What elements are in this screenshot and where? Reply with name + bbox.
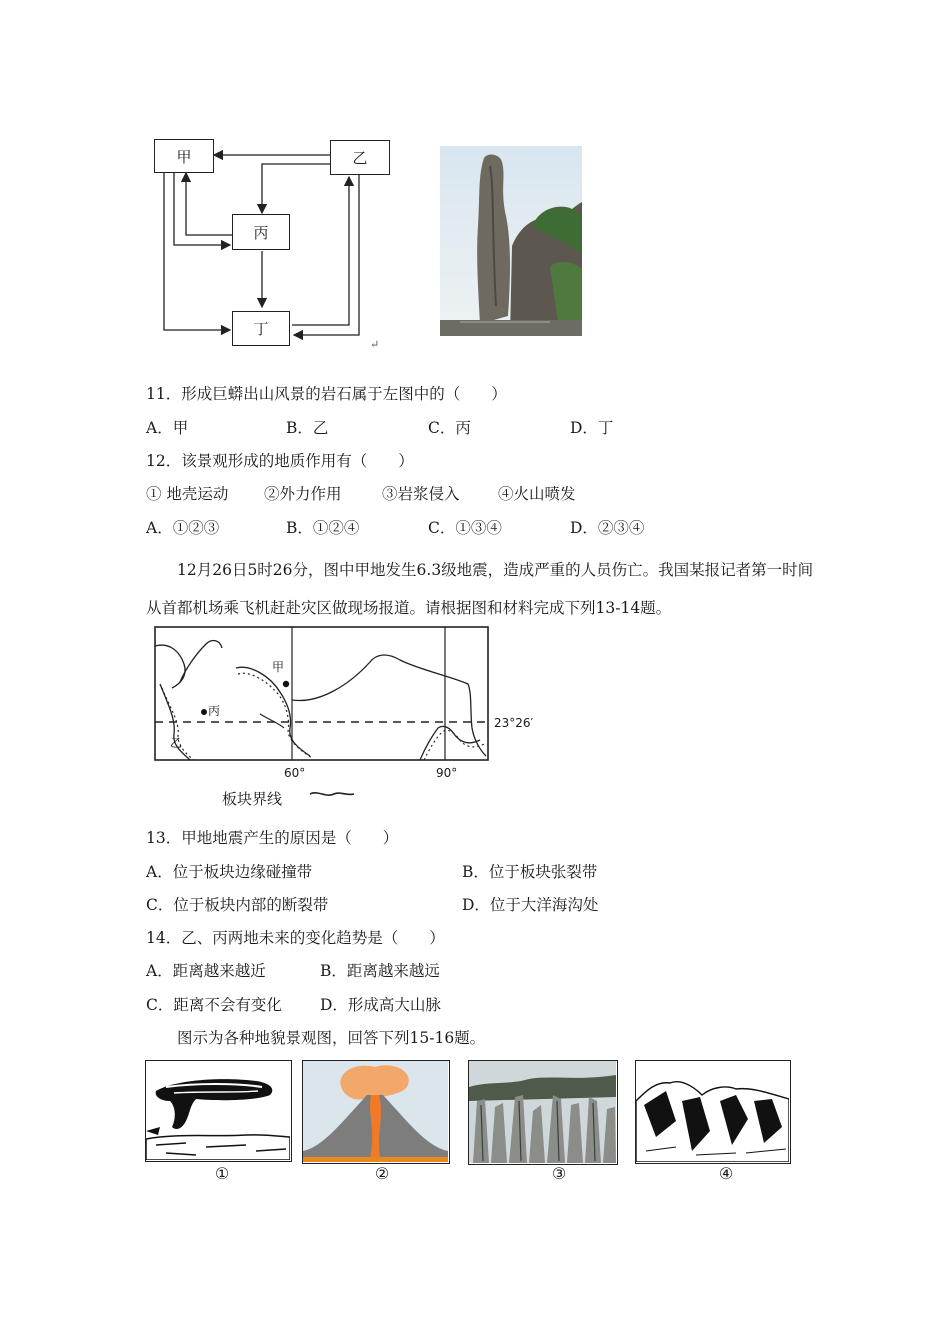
q13-option-c[interactable]: C．位于板块内部的断裂带 xyxy=(146,896,329,914)
q14-option-a[interactable]: A．距离越来越近 xyxy=(146,962,266,980)
q13-stem: 13．甲地地震产生的原因是（ ） xyxy=(146,829,399,847)
map-label-yi: 乙 xyxy=(170,736,183,750)
landform-caption-2: ② xyxy=(374,1164,390,1183)
box-bing: 丙 xyxy=(232,214,290,250)
q12-factor-4: ④火山喷发 xyxy=(498,485,576,503)
latitude-label: 23°26′ xyxy=(494,716,534,730)
legend-label: 板块界线 xyxy=(222,790,283,808)
box-ding: 丁 xyxy=(232,311,290,346)
box-yi: 乙 xyxy=(330,140,390,175)
map-label-jia: 甲 xyxy=(272,660,285,674)
plate-map-drawing xyxy=(150,624,550,814)
q14-stem: 14．乙、丙两地未来的变化趋势是（ ） xyxy=(146,929,445,947)
landform-image-1 xyxy=(145,1060,292,1162)
q12-option-d[interactable]: D．②③④ xyxy=(570,519,645,537)
q14-option-c[interactable]: C．距离不会有变化 xyxy=(146,996,282,1014)
q14-option-b[interactable]: B．距离越来越远 xyxy=(320,962,440,980)
q12-option-b[interactable]: B．①②④ xyxy=(286,519,360,537)
landform-image-4 xyxy=(635,1060,791,1164)
longitude-90-label: 90° xyxy=(436,766,458,780)
map-label-bing: 丙 xyxy=(208,704,221,718)
q12-option-c[interactable]: C．①③④ xyxy=(428,519,502,537)
landform-caption-3: ③ xyxy=(551,1164,567,1183)
q14-option-d[interactable]: D．形成高大山脉 xyxy=(320,996,441,1014)
q11-option-c[interactable]: C．丙 xyxy=(428,419,471,437)
landform-image-2 xyxy=(302,1060,450,1164)
landform-caption-1: ① xyxy=(214,1164,230,1183)
landform-caption-4: ④ xyxy=(718,1164,734,1183)
q11-option-a[interactable]: A．甲 xyxy=(146,419,189,437)
q12-factor-1: ① 地壳运动 xyxy=(146,485,229,503)
return-mark: ↵ xyxy=(370,338,380,351)
q12-factor-3: ③岩浆侵入 xyxy=(382,485,460,503)
rock-pillar-photo xyxy=(440,146,582,336)
q11-option-d[interactable]: D．丁 xyxy=(570,419,614,437)
q12-stem: 12．该景观形成的地质作用有（ ） xyxy=(146,452,414,470)
q12-factor-2: ②外力作用 xyxy=(264,485,342,503)
rock-cycle-diagram xyxy=(150,135,400,360)
point-bing xyxy=(201,709,207,715)
q13-option-d[interactable]: D．位于大洋海沟处 xyxy=(462,896,599,914)
q13-option-b[interactable]: B．位于板块张裂带 xyxy=(462,863,598,881)
intro-13-14: 12月26日5时26分，图中甲地发生6.3级地震，造成严重的人员伤亡。我国某报记者第一时间从首都机场乘飞机赶赴灾区做现场报道。请根据图和材料完成下列13-14题。 xyxy=(146,561,814,617)
longitude-60-label: 60° xyxy=(284,766,306,780)
intro-15-16: 图示为各种地貌景观图，回答下列15-16题。 xyxy=(177,1029,486,1047)
box-jia: 甲 xyxy=(154,139,214,173)
q11-option-b[interactable]: B．乙 xyxy=(286,419,329,437)
plate-map xyxy=(150,624,550,814)
q13-option-a[interactable]: A．位于板块边缘碰撞带 xyxy=(146,863,313,881)
q11-stem: 11．形成巨蟒出山风景的岩石属于左图中的（ ） xyxy=(146,385,507,403)
point-jia xyxy=(283,681,289,687)
q12-option-a[interactable]: A．①②③ xyxy=(146,519,220,537)
landform-image-3 xyxy=(468,1060,618,1165)
